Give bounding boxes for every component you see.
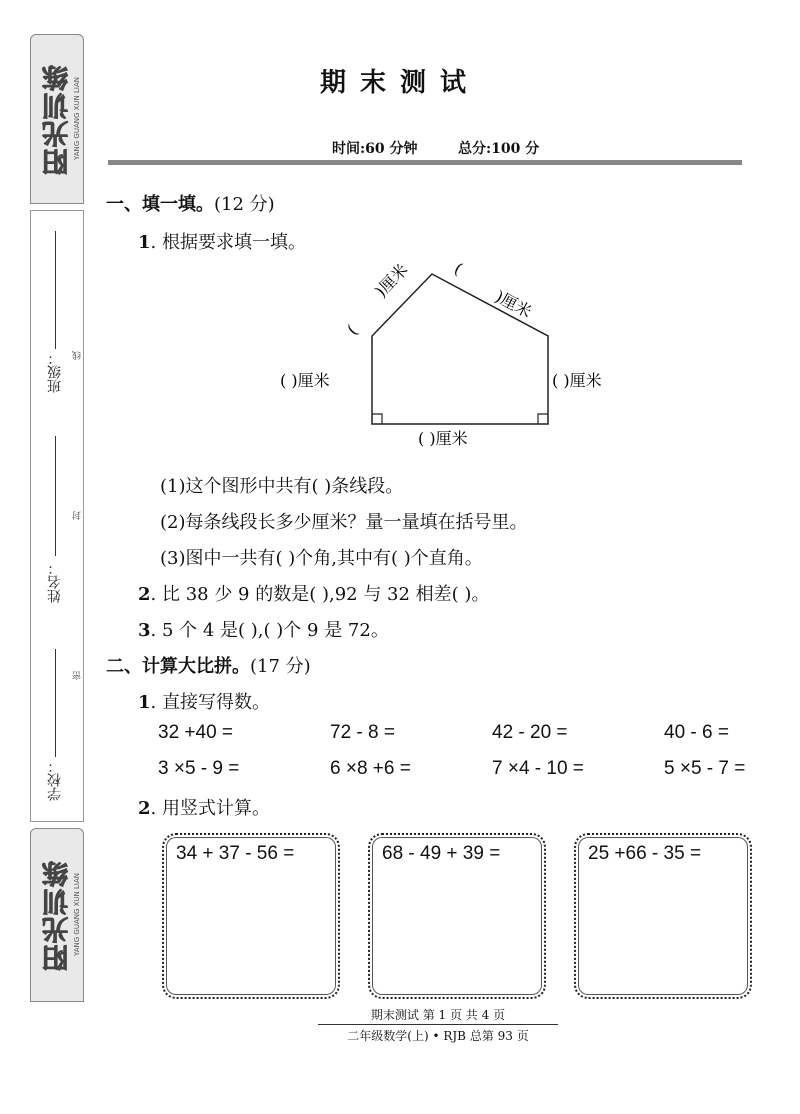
brand-subtext: YANG GUANG XUN LIAN [73,77,81,161]
footer-page-info: 期末测试 第 1 页 共 4 页 [370,1008,506,1022]
question-text: . 根据要求填一填。 [150,232,306,253]
school-line [55,649,56,757]
pentagon-shape [372,274,548,424]
label-top-right: )厘米 [492,286,535,322]
vertical-calc-box-1[interactable] [162,833,340,999]
footer-book-info: 二年级数学(上) • RJB 总第 93 页 [347,1029,529,1043]
question-1-1 [138,228,306,254]
label-top-left: )厘米 [371,260,412,301]
sidebar-logo-bottom [30,828,84,1002]
question-text: . 比 38 少 9 的数是( ),92 与 32 相差( )。 [150,584,490,605]
subquestion-2: (2)每条线段长多少厘米？量一量填在括号里。 [160,512,528,533]
total-score: 总分:100 分 [458,141,540,157]
subquestion-3: (3)图中一共有( )个角,其中有( )个直角。 [160,548,483,569]
section-1-title: 一、填一填。 [106,194,214,215]
school-label: 学校： [47,759,63,801]
calc-item: 40 - 6 = [664,722,729,743]
footer-rule [318,1024,558,1025]
paren-top-right: ( [451,258,466,279]
question-number: 2 [138,798,151,819]
vertical-calc-expression: 25 +66 - 35 = [588,843,702,864]
calc-item: 42 - 20 = [492,722,568,743]
question-number: 3 [138,620,151,641]
vertical-calc-box-3[interactable] [574,833,752,999]
right-angle-mark-right [538,414,548,424]
subquestion-1: (1)这个图形中共有( )条线段。 [160,476,404,497]
header-rule [108,160,742,165]
section-2-heading [106,652,311,678]
question-2-1 [138,688,270,714]
page-title: 期末测试 [319,68,480,98]
secret-mark: 密 [73,671,83,680]
paren-top-left: ( [343,321,362,339]
question-text: . 用竖式计算。 [150,798,270,819]
label-right: ( )厘米 [552,371,602,390]
vertical-calc-box-2[interactable] [368,833,546,999]
question-text: . 直接写得数。 [150,692,270,713]
line-mark: 线 [73,351,83,360]
question-1-3 [138,616,389,642]
section-1-heading [106,190,275,216]
question-number: 1 [138,692,151,713]
calc-item: 6 ×8 +6 = [330,758,411,779]
brand-subtext: YANG GUANG XUN LIAN [73,873,81,957]
question-number: 2 [138,584,151,605]
class-label: 班级： [47,351,63,393]
class-line [55,231,56,349]
binding-strip [30,210,84,822]
section-1-points: (12 分) [214,194,275,215]
calc-item: 32 +40 = [158,722,234,743]
name-label: 姓名： [47,561,63,603]
name-line [55,436,56,556]
question-number: 1 [138,232,151,253]
time-limit: 时间:60 分钟 [332,141,418,157]
calc-item: 7 ×4 - 10 = [492,758,584,779]
label-bottom: ( )厘米 [418,429,468,448]
seal-mark: 封 [73,511,83,520]
brand-text: 阳光训练 [42,859,73,971]
question-text: . 5 个 4 是( ),( )个 9 是 72。 [150,620,389,641]
question-1-2 [138,580,489,606]
calc-item: 3 ×5 - 9 = [158,758,240,779]
label-left: ( )厘米 [280,371,330,390]
calc-item: 72 - 8 = [330,722,395,743]
pentagon-figure [270,258,670,458]
section-2-title: 二、计算大比拼。 [106,656,250,677]
sidebar-logo-top [30,34,84,204]
brand-text: 阳光训练 [42,63,73,175]
section-2-points: (17 分) [250,656,311,677]
calc-item: 5 ×5 - 7 = [664,758,746,779]
question-2-2 [138,794,270,820]
vertical-calc-expression: 34 + 37 - 56 = [176,843,295,864]
vertical-calc-expression: 68 - 49 + 39 = [382,843,501,864]
right-angle-mark-left [372,414,382,424]
